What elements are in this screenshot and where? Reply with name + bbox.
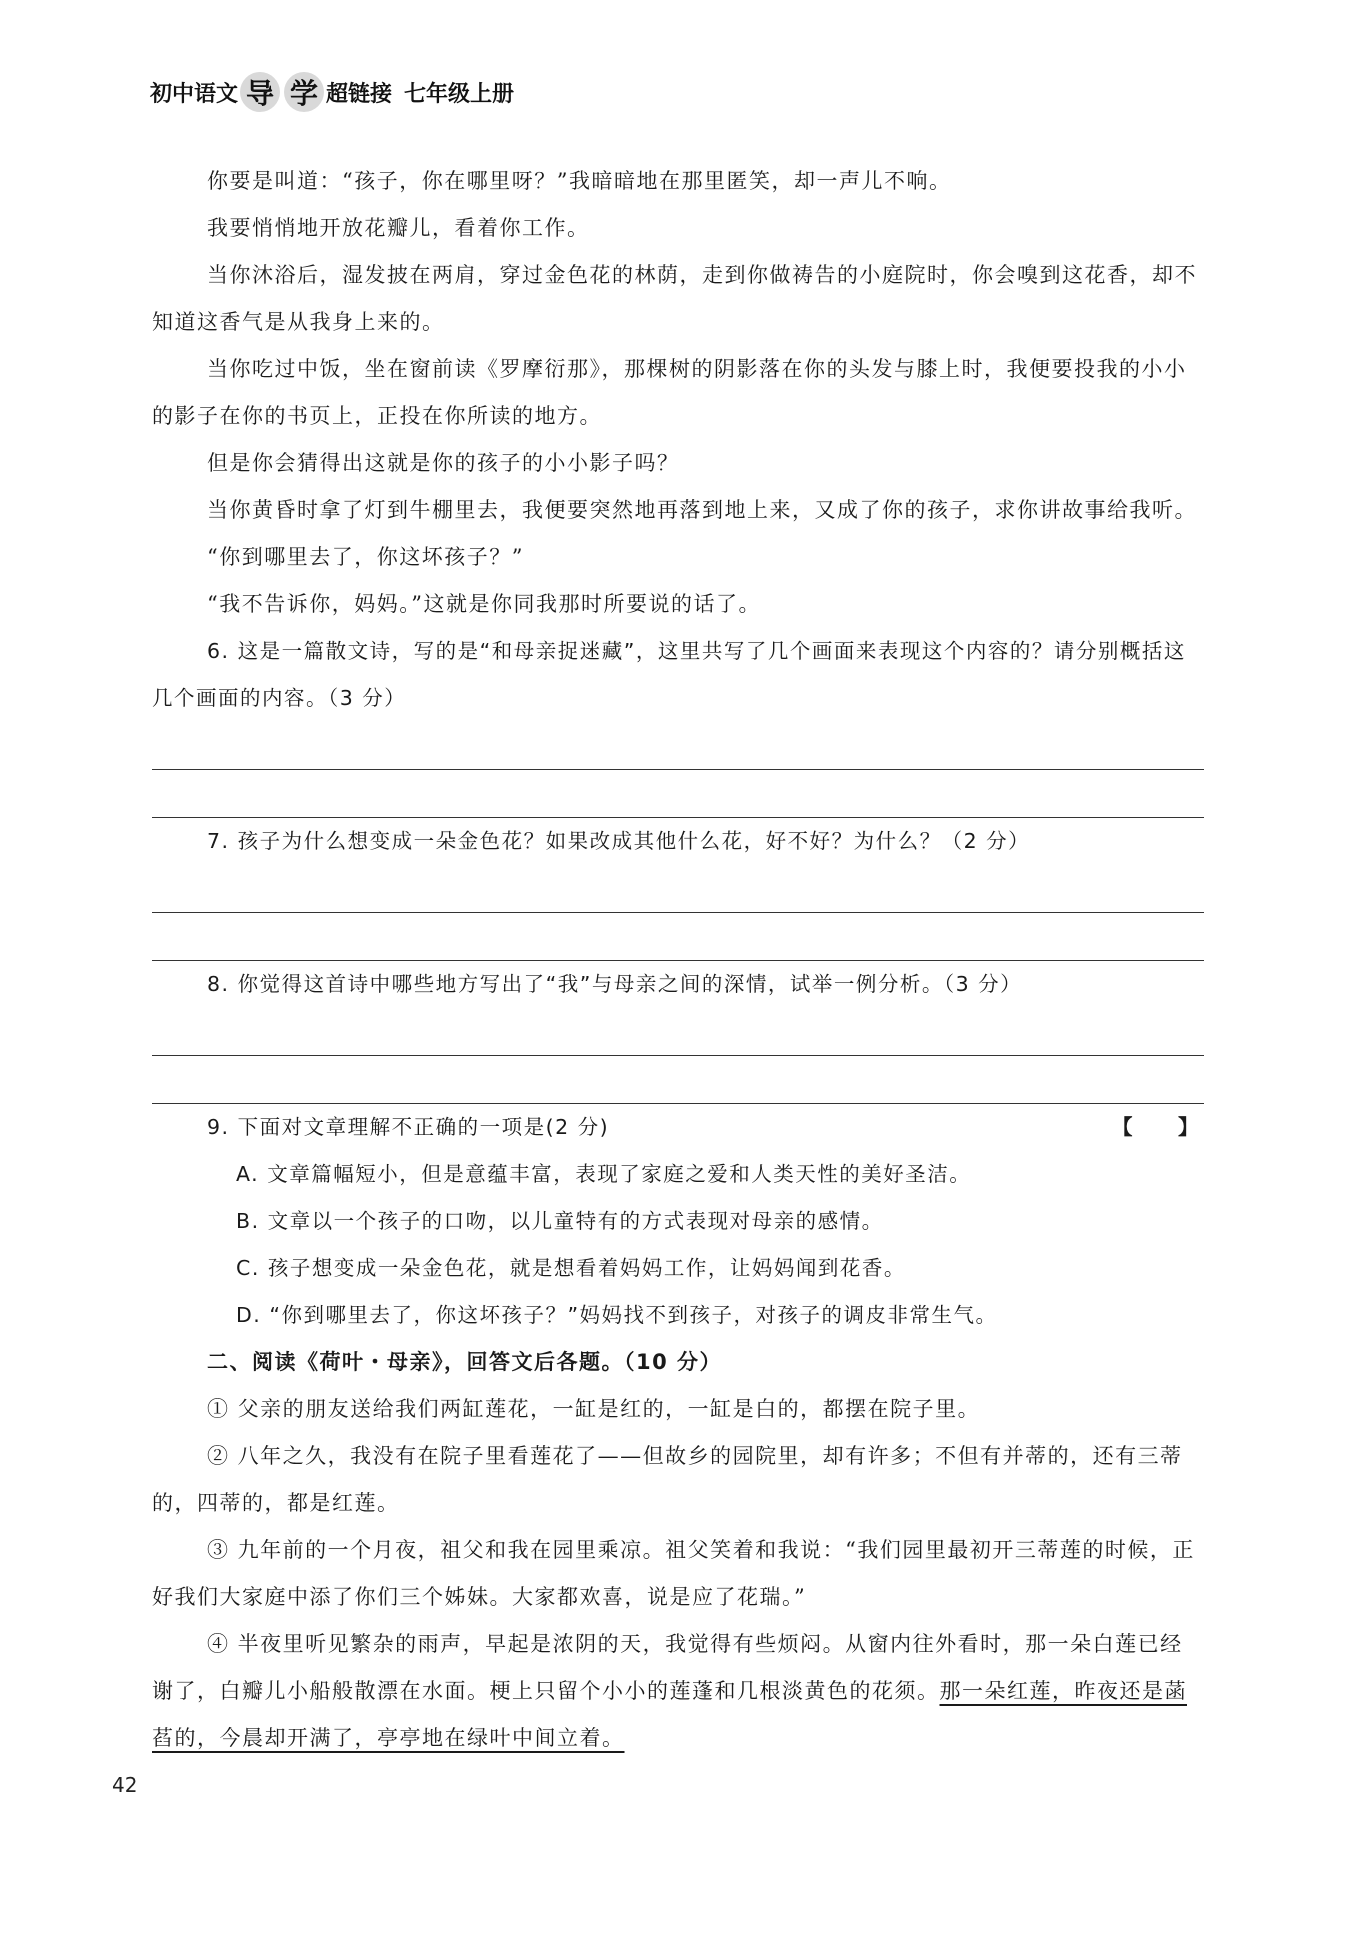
reading-paragraph-4 [152, 1621, 1204, 1762]
poem-paragraph: 但是你会猜得出这就是你的孩子的小小影子吗？ [207, 451, 680, 475]
question-9 [152, 1104, 1204, 1151]
poem-paragraph: 你要是叫道：“孩子，你在哪里呀？”我暗暗地在那里匿笑，却一声儿不响。 [207, 169, 952, 193]
reading-paragraph-2: ② 八年之久，我没有在院子里看莲花了——但故乡的园院里，却有许多；不但有并蒂的，还有三蒂的，四蒂的，都是红莲。 [152, 1444, 1183, 1515]
option-c[interactable]: C. 孩子想变成一朵金色花，就是想看着妈妈工作，让妈妈闻到花香。 [236, 1256, 906, 1280]
reading-paragraph-1: ① 父亲的朋友送给我们两缸莲花，一缸是红的，一缸是白的，都摆在院子里。 [207, 1397, 981, 1421]
header-circle-dao: 导 [240, 72, 280, 112]
question-9-text: 9. 下面对文章理解不正确的一项是(2 分) [207, 1115, 610, 1139]
page-number: 42 [112, 1773, 138, 1797]
answer-line[interactable] [152, 1056, 1204, 1104]
page-content [152, 158, 1204, 1762]
poem-paragraph: 当你吃过中饭，坐在窗前读《罗摩衍那》，那棵树的阴影落在你的头发与膝上时，我便要投我的小小的影子在你的书页上，正投在你所读的地方。 [152, 357, 1187, 428]
header-circle-xue: 学 [284, 72, 324, 112]
answer-line[interactable] [152, 913, 1204, 961]
header-grade: 七年级上册 [404, 81, 515, 107]
reading-paragraph-4-text: ④ 半夜里听见繁杂的雨声，早起是浓阴的天，我觉得有些烦闷。从窗内往外看时，那一朵白莲已经谢了，白瓣儿小船般散漂在水面。梗上只留个小小的莲蓬和几根淡黄色的花须。 [152, 1632, 1183, 1703]
section-2-title: 二、阅读《荷叶・母亲》，回答文后各题。（10 分） [207, 1350, 723, 1374]
poem-paragraph: “你到哪里去了，你这坏孩子？” [207, 545, 524, 569]
answer-bracket[interactable]: 【 】 [1112, 1115, 1200, 1139]
poem-paragraph: 当你沐浴后，湿发披在两肩，穿过金色花的林荫，走到你做祷告的小庭院时，你会嗅到这花香，却不知道这香气是从我身上来的。 [152, 263, 1197, 334]
poem-paragraph: 我要悄悄地开放花瓣儿，看着你工作。 [207, 216, 590, 240]
header-title-part1: 初中语文 [150, 81, 239, 107]
option-d[interactable]: D. “你到哪里去了，你这坏孩子？”妈妈找不到孩子，对孩子的调皮非常生气。 [236, 1303, 998, 1327]
answer-line[interactable] [152, 865, 1204, 913]
question-7: 7. 孩子为什么想变成一朵金色花？如果改成其他什么花，好不好？为什么？（2 分） [207, 829, 1031, 853]
poem-paragraph: “我不告诉你，妈妈。”这就是你同我那时所要说的话了。 [207, 592, 761, 616]
header-title-part2: 超链接 [326, 81, 393, 107]
reading-paragraph-3: ③ 九年前的一个月夜，祖父和我在园里乘凉。祖父笑着和我说：“我们园里最初开三蒂莲的时候，正好我们大家庭中添了你们三个姊妹。大家都欢喜，说是应了花瑞。” [152, 1538, 1195, 1609]
answer-line[interactable] [152, 1008, 1204, 1056]
answer-line[interactable] [152, 770, 1204, 818]
question-8: 8. 你觉得这首诗中哪些地方写出了“我”与母亲之间的深情，试举一例分析。（3 分） [207, 972, 1023, 996]
poem-paragraph: 当你黄昏时拿了灯到牛棚里去，我便要突然地再落到地上来，又成了你的孩子，求你讲故事给我听。 [207, 498, 1197, 522]
answer-line[interactable] [152, 722, 1204, 770]
question-6: 6. 这是一篇散文诗，写的是“和母亲捉迷藏”，这里共写了几个画面来表现这个内容的？请分别概括这几个画面的内容。（3 分） [152, 639, 1186, 710]
option-b[interactable]: B. 文章以一个孩子的口吻，以儿童特有的方式表现对母亲的感情。 [236, 1209, 884, 1233]
underlined-sentence: 那一朵红莲，昨夜还是菡萏的，今晨却开满了，亭亭地在绿叶中间立着。 [152, 1679, 1187, 1750]
option-a[interactable]: A. 文章篇幅短小，但是意蕴丰富，表现了家庭之爱和人类天性的美好圣洁。 [236, 1162, 972, 1186]
book-header [150, 72, 514, 112]
